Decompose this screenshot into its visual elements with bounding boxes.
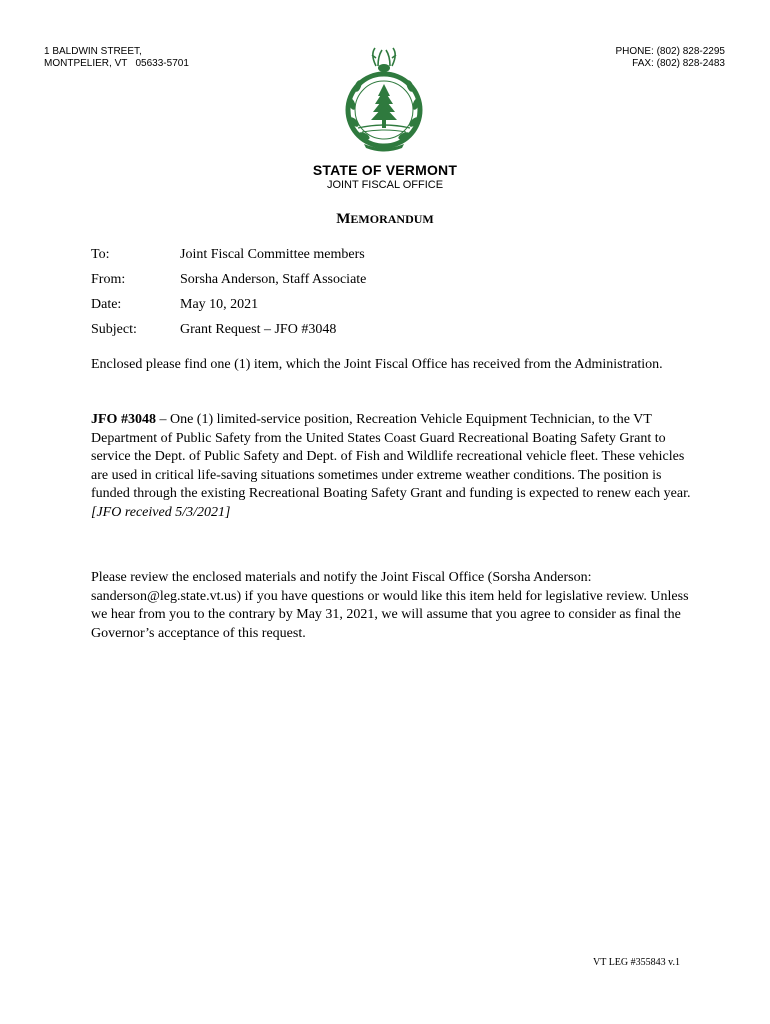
field-from [91,270,366,295]
office-name: JOINT FISCAL OFFICE [326,179,444,191]
document-id: VT LEG #355843 v.1 [593,957,680,968]
field-value: Joint Fiscal Committee members [180,247,365,262]
state-title: STATE OF VERMONT [312,162,458,178]
field-value: Sorsha Anderson, Staff Associate [180,272,367,287]
address-line-1: 1 BALDWIN STREET, [44,46,142,57]
memo-header-fields [91,245,366,345]
intro-paragraph: Enclosed please find one (1) item, which the Joint Fiscal Office has received from the Administration. [91,357,663,372]
field-label: From: [91,272,126,287]
item-id: JFO #3048 [91,412,156,427]
memo-title-rest: EMORANDUM [350,212,434,226]
field-value: May 10, 2021 [180,297,259,312]
item-paragraph [91,411,691,522]
field-label: Subject: [91,322,137,337]
field-label: Date: [91,297,122,312]
fax-number: FAX: (802) 828-2483 [632,58,725,69]
item-received-date: [JFO received 5/3/2021] [91,504,231,520]
memo-title-initial: M [336,211,351,227]
field-date [91,295,366,320]
memo-title [0,211,770,228]
field-to [91,245,366,270]
office-address [44,46,189,70]
address-line-2: MONTPELIER, VT 05633-5701 [44,58,189,69]
field-value: Grant Request – JFO #3048 [180,322,337,337]
field-label: To: [91,247,110,262]
phone-number: PHONE: (802) 828-2295 [615,46,725,57]
vermont-seal-icon [342,44,426,152]
closing-paragraph: Please review the enclosed materials and notify the Joint Fiscal Office (Sorsha Anderson: sanderson@leg.state.vt.us) if you have questions or would like this item held for legislative review. Unless we hear from you to the contrary by May 31, 2021, we will assume that you agree to consider as final the Governor’s acceptance of this request. [91,570,689,641]
item-description: – One (1) limited-service position, Recreation Vehicle Equipment Technician, to the VT Department of Public Safety from the United States Coast Guard Recreational Boating Safety Grant to service the Dept. of Public Safety and Dept. of Fish and Wildlife recreational vehicle fleet. These vehicles are used in critical life-saving situations sometimes under extreme weather conditions. The position is funded through the existing Recreational Boating Safety Grant and funding is expected to renew each year. [91,412,691,501]
field-subject [91,320,366,345]
office-contact [615,46,725,70]
